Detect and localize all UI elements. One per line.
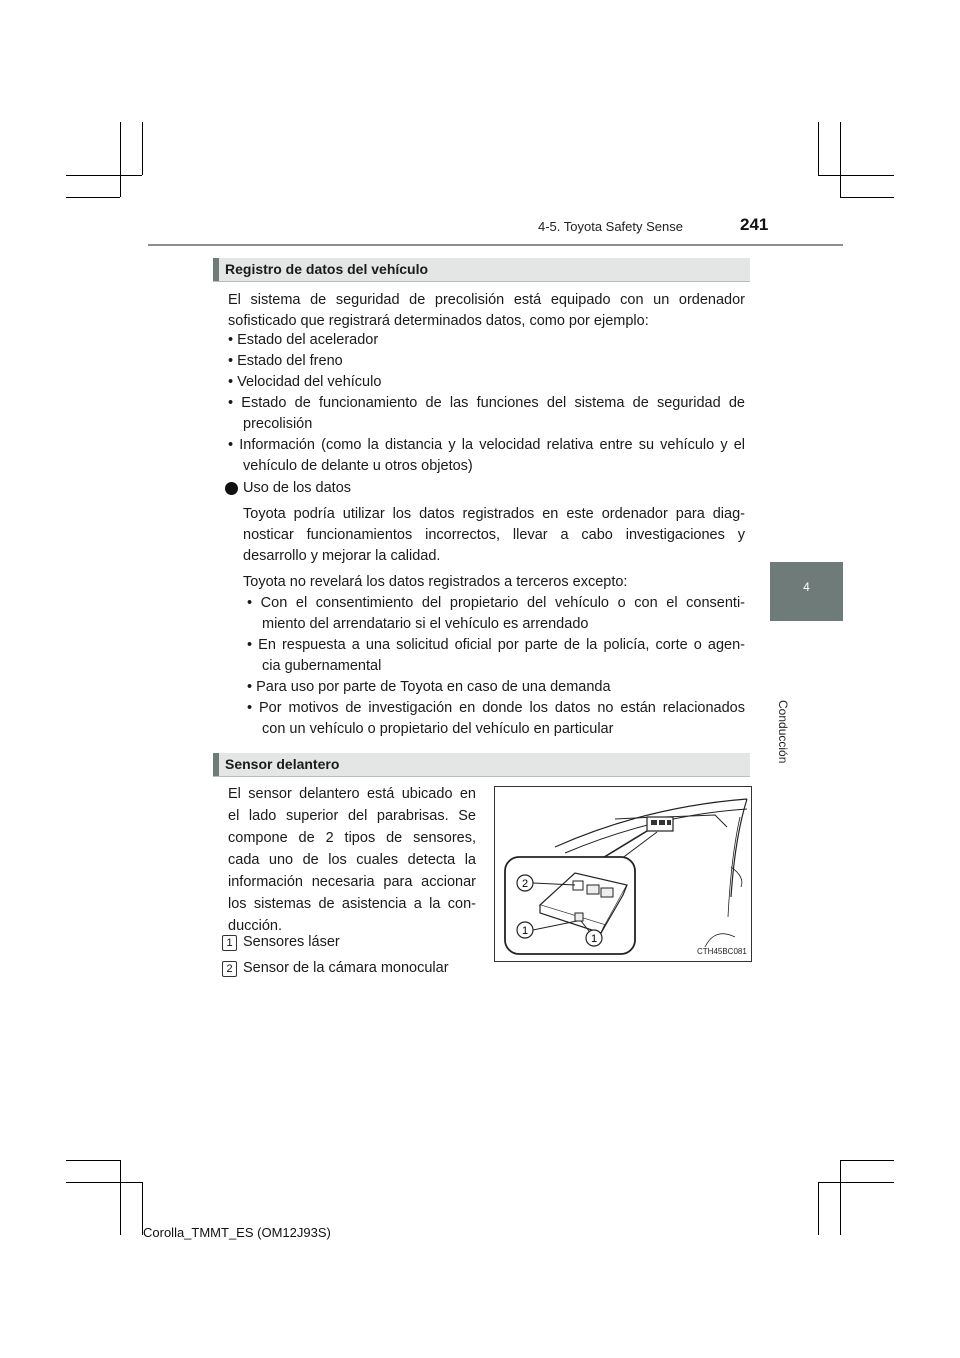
body-text: sofisticado que registrará determinados datos, como por ejemplo: <box>228 313 649 329</box>
body-text: información necesaria para accionar <box>228 874 476 890</box>
bullet-dot-icon <box>225 482 238 495</box>
body-text: ducción. <box>228 918 283 934</box>
legend-number: 2 <box>222 961 237 977</box>
chapter-tab <box>770 562 843 621</box>
sensor-illustration <box>494 786 752 962</box>
list-item: • Con el consentimiento del propietario del vehículo o con el consenti- <box>247 595 745 611</box>
figure-code: CTH45BC081 <box>697 947 747 956</box>
body-text: el lado superior del parabrisas. Se <box>228 808 476 824</box>
list-item-cont: con un vehículo o propietario del vehículo en particular <box>262 721 614 737</box>
list-item: • En respuesta a una solicitud oficial por parte de la policía, corte o agen- <box>247 637 745 653</box>
section-title: 4-5. Toyota Safety Sense <box>537 219 683 234</box>
subheading: Uso de los datos <box>243 480 352 496</box>
list-item: • Información (como la distancia y la velocidad relativa entre su vehículo y el <box>228 437 745 453</box>
list-item: • Por motivos de investigación en donde los datos no están relacionados <box>247 700 745 716</box>
legend-label: Sensor de la cámara monocular <box>243 960 449 976</box>
list-item-cont: miento del arrendatario si el vehículo es arrendado <box>262 616 589 632</box>
body-text: los sistemas de asistencia a la con- <box>228 896 476 912</box>
header-rule <box>148 244 843 246</box>
legend-label: Sensores láser <box>243 934 340 950</box>
list-item: • Estado del freno <box>228 353 343 369</box>
windshield-sensor-icon <box>495 787 751 961</box>
callout-label: 1 <box>590 933 598 945</box>
list-item: • Estado del acelerador <box>228 332 379 348</box>
list-item: • Estado de funcionamiento de las funciones del sistema de seguridad de <box>228 395 745 411</box>
body-text: Toyota no revelará los datos registrados a terceros excepto: <box>243 574 628 590</box>
callout-label: 2 <box>521 878 529 890</box>
section-heading-data-record: Registro de datos del vehículo <box>213 258 750 282</box>
callout-label: 1 <box>521 925 529 937</box>
body-text: El sensor delantero está ubicado en <box>228 786 476 802</box>
list-item: • Velocidad del vehículo <box>228 374 382 390</box>
body-text: El sistema de seguridad de precolisión está equipado con un ordenador <box>228 292 745 308</box>
list-item-cont: cia gubernamental <box>262 658 382 674</box>
body-text: cada uno de los cuales detecta la <box>228 852 476 868</box>
body-text: Toyota podría utilizar los datos registrados en este ordenador para diag- <box>243 506 745 522</box>
footer-doc-id: Corolla_TMMT_ES (OM12J93S) <box>143 1225 331 1240</box>
body-text: desarrollo y mejorar la calidad. <box>243 548 441 564</box>
chapter-number: 4 <box>803 580 810 594</box>
list-item-cont: vehículo de delante u otros objetos) <box>243 458 473 474</box>
body-text: compone de 2 tipos de sensores, <box>228 830 476 846</box>
legend-number: 1 <box>222 935 237 951</box>
list-item: • Para uso por parte de Toyota en caso de una demanda <box>247 679 611 695</box>
chapter-label: Conducción <box>776 700 790 764</box>
body-text: nosticar funcionamientos incorrectos, llevar a cabo investigaciones y <box>243 527 745 543</box>
section-heading-front-sensor: Sensor delantero <box>213 753 750 777</box>
list-item-cont: precolisión <box>243 416 313 432</box>
page-number: 241 <box>740 215 769 234</box>
